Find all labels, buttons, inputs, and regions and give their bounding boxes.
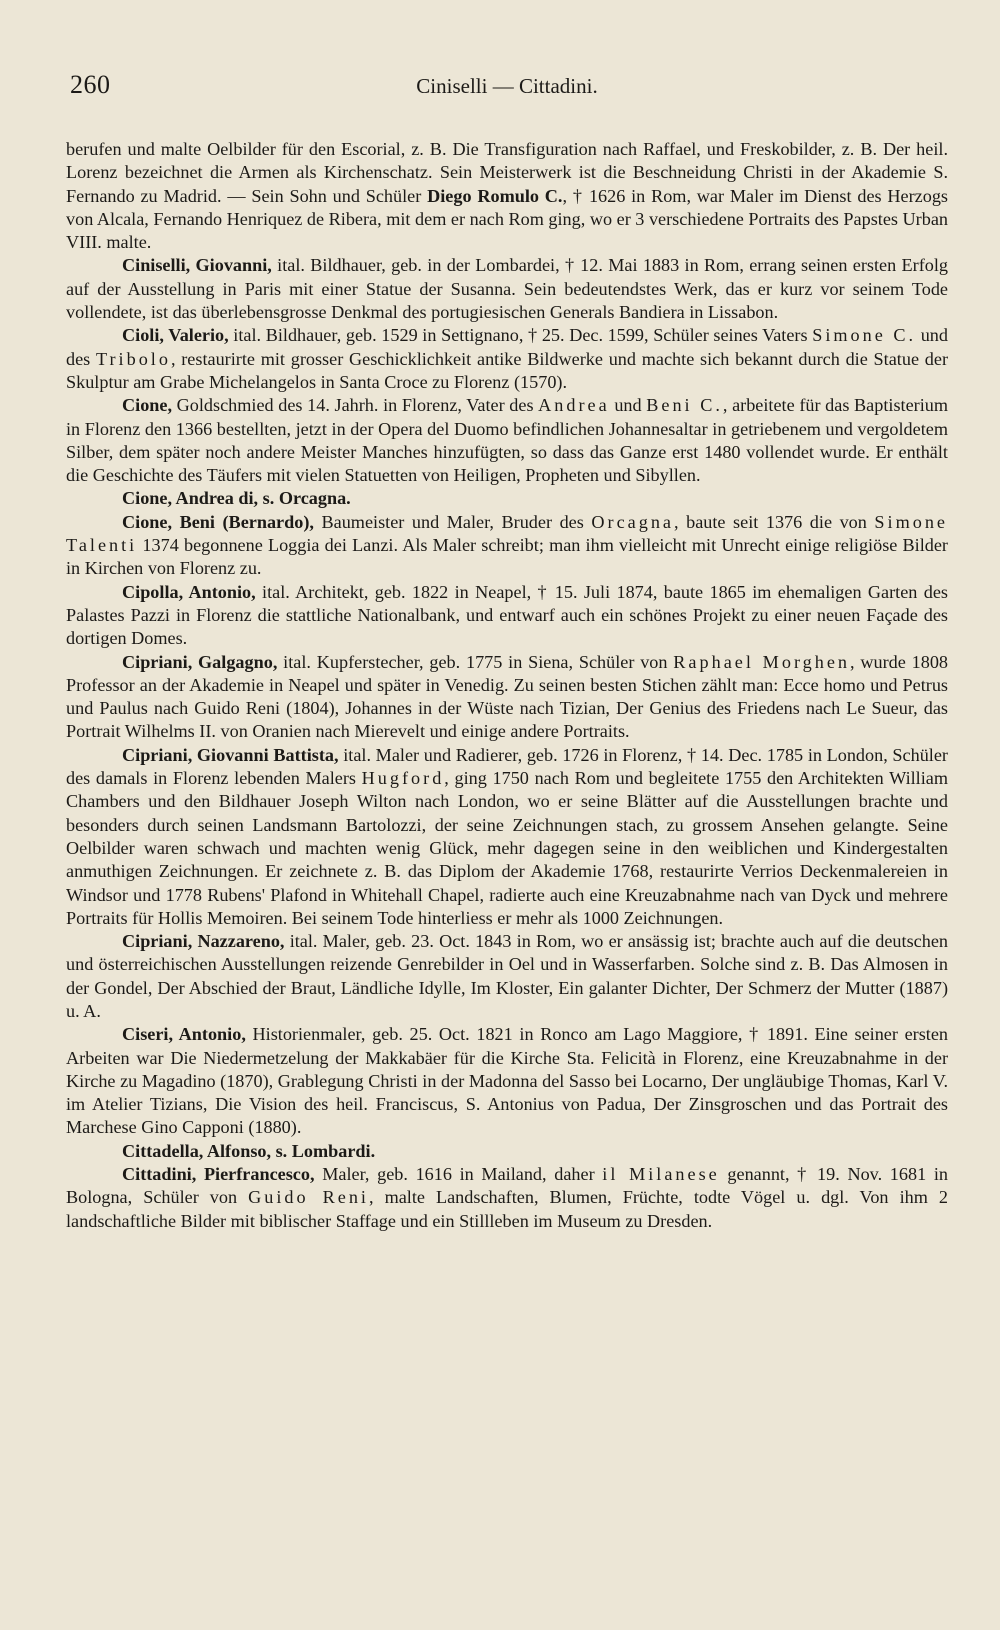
entry-ciniselli-giovanni <box>66 254 948 324</box>
page-number: 260 <box>70 70 111 99</box>
entry-text: , † 1626 in Rom, war Maler im Dienst des Herzogs von Alcala, Fernando Henriquez de Ribera, mit dem er nach Rom ging, wo er 3 verschiedene Portraits des Papstes Urban VIII. malte. <box>66 185 948 253</box>
entry-headword: Cipriani, Giovanni Battista, <box>122 744 339 765</box>
entry-text: und des <box>66 325 948 369</box>
spaced-name: Guido Reni <box>248 1187 369 1208</box>
entry-text: Goldschmied des 14. Jahrh. in Florenz, Vater des <box>172 395 539 416</box>
entry-cione <box>66 394 948 487</box>
entry-headword: Ciniselli, Giovanni, <box>122 255 272 276</box>
entry-cione-beni <box>66 511 948 581</box>
entry-cittadini-pierfrancesco <box>66 1163 948 1233</box>
entry-headword: Cione, <box>122 395 173 416</box>
entry-text: 1374 begonnene Loggia dei Lanzi. Als Maler schreibt; man ihm vielleicht mit Unrecht einige religiöse Bilder in Kirchen von Florenz zu. <box>66 535 948 579</box>
entry-text: , wurde 1808 Professor an der Akademie in Neapel und später in Venedig. Zu seinen besten Stichen zählt man: Ecce homo und Petrus und Paulus nach Guido Reni (1804), Johannes in der Wüste nach Tizian, Der Genius des Friedens nach Le Sueur, das Portrait Wilhelms II. von Oranien nach Mierevelt und einige andere Portraits. <box>66 651 949 742</box>
spaced-name: Hugford <box>361 768 445 789</box>
entry-cipriani-galgagno <box>66 651 948 744</box>
entry-text: , restaurirte mit grosser Geschicklichkeit antike Bildwerke und machte sich bekannt durch die Statue der Skulptur am Grabe Michelangelos in Santa Croce zu Florenz (1570). <box>66 348 949 392</box>
entry-text: Maler, geb. 1616 in Mailand, daher <box>314 1164 603 1185</box>
entry-text: ital. Maler und Radierer, geb. 1726 in Florenz, † 14. Dec. 1785 in London, Schüler des damals in Florenz lebenden Malers <box>66 744 948 789</box>
entry-headword: Cipriani, Galgagno, <box>122 651 278 672</box>
entry-headword: Cione, Beni (Bernardo), <box>122 511 314 532</box>
spaced-name: Orcagna <box>591 511 674 532</box>
entry-text: genannt, † 19. Nov. 1681 in Bologna, Schüler von <box>66 1164 948 1208</box>
entry-text: , arbeitete für das Baptisterium in Florenz den 1366 bestellten, jetzt in der Opera del Duomo befindlichen Johannesaltar in getriebenem und vergoldetem Silber, dem später noch andere Meister Manches hinzufügten, so dass das Ganze erst 1480 vollendet wurde. Er enthält die Geschichte des Täufers mit vielen Statuetten von Heiligen, Propheten und Sibyllen. <box>66 395 948 486</box>
entry-text: ital. Kupferstecher, geb. 1775 in Siena, Schüler von <box>277 651 674 672</box>
entry-text: ital. Architekt, geb. 1822 in Neapel, † 15. Juli 1874, baute 1865 im ehemaligen Garten des Palastes Pazzi in Florenz die stattliche Nationalbank, und entwarf auch ein schönes Projekt zu einer neuen Façade des dortigen Domes. <box>66 581 948 649</box>
entry-text: und <box>609 395 647 416</box>
entry-text: berufen und malte Oelbilder für den Escorial, z. B. Die Transfiguration nach Raffael, und Freskobilder, z. B. Der heil. Lorenz bezeichnet die Armen als Kirchenschatz. Sein Meisterwerk ist die Beschneidung Christi in der Akademie S. Fernando zu Madrid. — Sein Sohn und Schüler <box>66 139 948 206</box>
entry-cipriani-giovanni-battista <box>66 744 948 930</box>
entry-text: Baumeister und Maler, Bruder des <box>313 511 592 532</box>
spaced-name: Simone Talenti <box>66 511 948 556</box>
spaced-name: Tribolo <box>96 348 171 369</box>
entry-text: ital. Bildhauer, geb. in der Lombardei, † 12. Mai 1883 in Rom, errang seinen ersten Erfolg auf der Ausstellung in Paris mit einer Statue der Susanna. Sein bedeutendstes Werk, das er kurz vor seinem Tode vollendete, ist das überlebensgrosse Denkmal des portugiesischen Generals Bandiera in Lissabon. <box>66 255 948 323</box>
running-head: Ciniselli — Cittadini. <box>416 74 598 98</box>
entry-headword: Cittadini, Pierfrancesco, <box>122 1164 315 1185</box>
page-body <box>66 138 948 1233</box>
entry-headword: Ciseri, Antonio, <box>122 1024 246 1045</box>
entry-text: Historienmaler, geb. 25. Oct. 1821 in Ronco am Lago Maggiore, † 1891. Eine seiner ersten Arbeiten war Die Niedermetzelung der Makkabäer für die Kirche Sta. Felicità in Florenz, eine Kreuzabnahme in der Kirche zu Magadino (1870), Grablegung Christi in der Madonna del Sasso bei Locarno, Der ungläubige Thomas, Karl V. im Atelier Tizians, Die Vision des heil. Franciscus, S. Antonius von Padua, Der Zinsgroschen und das Portrait des Marchese Gino Capponi (1880). <box>66 1024 948 1138</box>
entry-cioli-valerio <box>66 324 948 394</box>
entry-cipolla-antonio <box>66 581 948 651</box>
entry-headword: Cittadella, Alfonso, s. Lombardi. <box>122 1140 376 1161</box>
entry-text: , baute seit 1376 die von <box>674 511 875 532</box>
entry-headword: Cioli, Valerio, <box>122 325 229 346</box>
entry-headword: Cione, Andrea di, s. Orcagna. <box>122 488 351 509</box>
spaced-name: Andrea <box>538 395 610 416</box>
entry-cittadella-alfonso <box>66 1140 948 1163</box>
spaced-name: Raphael Morghen <box>673 651 851 672</box>
entry-headword: Cipolla, Antonio, <box>122 581 256 602</box>
spaced-name: Beni C. <box>646 395 723 416</box>
entry-text: ital. Maler, geb. 23. Oct. 1843 in Rom, wo er ansässig ist; brachte auch auf die deutschen und österreichischen Ausstellungen reizende Genrebilder in Oel und in Wasserfarben. Solche sind z. B. Das Almosen in der Gondel, Der Abschied der Braut, Ländliche Idylle, Im Kloster, Ein galanter Dichter, Der Schmerz der Mutter (1887) u. A. <box>66 931 948 1021</box>
entry-cipriani-nazzareno <box>66 930 948 1023</box>
entry-headword: Diego Romulo C. <box>427 185 563 206</box>
entry-continuation <box>66 138 948 254</box>
entry-ciseri-antonio <box>66 1023 948 1139</box>
entry-text: ital. Bildhauer, geb. 1529 in Settignano, † 25. Dec. 1599, Schüler seines Vaters <box>228 325 813 346</box>
spaced-name: Simone C. <box>812 325 917 346</box>
spaced-name: il Milanese <box>602 1164 720 1185</box>
entry-text: , ging 1750 nach Rom und begleitete 1755 den Architekten William Chambers und den Bildhauer Joseph Wilton nach London, wo er seine Blätter auf die Ausstellungen brachte und besonders durch seinen Landsmann Bartolozzi, der seine Zeichnungen stach, zu grossem Ansehen gelangte. Seine Oelbilder waren schwach und machten wenig Glück, mehr dagegen seine in den weiblichen und Kindergestalten anmuthigen Zeichnungen. Er zeichnete z. B. das Diplom der Akademie 1768, restaurirte Verrios Deckenmalereien in Windsor und 1778 Rubens' Plafond in Whitehall Chapel, radierte auch eine Kreuzabnahme nach van Dyck und mehrere Portraits für Hollis Memoiren. Bei seinem Tode hinterliess er mehr als 1000 Zeichnungen. <box>66 768 948 928</box>
page-header <box>66 70 948 110</box>
entry-cione-andrea <box>66 487 948 510</box>
entry-headword: Cipriani, Nazzareno, <box>122 931 285 952</box>
entry-text: , malte Landschaften, Blumen, Früchte, todte Vögel u. dgl. Von ihm 2 landschaftliche Bilder mit biblischer Staffage und ein Stillleben im Museum zu Dresden. <box>66 1187 948 1231</box>
